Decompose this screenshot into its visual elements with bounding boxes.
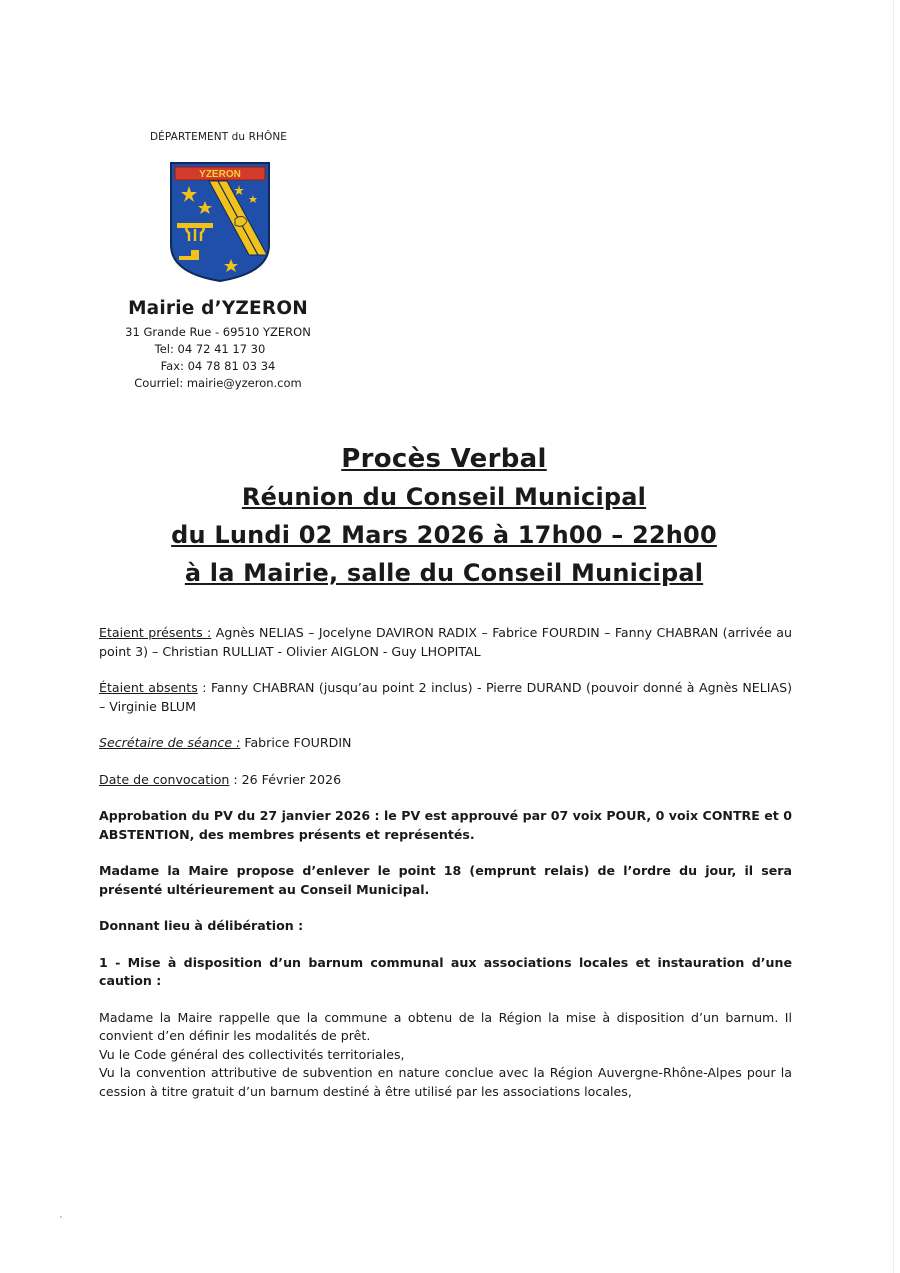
title-meeting: Réunion du Conseil Municipal [241, 483, 647, 511]
title-proces-verbal: Procès Verbal [341, 444, 547, 474]
convocation-value: : 26 Février 2026 [229, 771, 342, 787]
secretary-label: Secrétaire de séance : [99, 735, 241, 750]
convocation-label: Date de convocation [99, 771, 230, 787]
deliberation-intro: Donnant lieu à délibération : [99, 918, 304, 933]
mairie-contact-block [100, 298, 336, 392]
absent-label: Étaient absents [99, 680, 198, 695]
title-location: à la Mairie, salle du Conseil Municipal [184, 559, 704, 587]
mairie-fax: Fax: 04 78 81 03 34 [160, 359, 276, 373]
item-1-text: Madame la Maire rappelle que la commune a obtenu de la Région la mise à disposition d’un barnum. Il convient d’en définir les modalités de prêt. [99, 1009, 792, 1043]
convocation-date [99, 771, 792, 790]
absent-members [99, 679, 792, 716]
session-secretary [99, 734, 792, 753]
document-title [0, 440, 888, 592]
mairie-tel: Tel: 04 72 41 17 30 [154, 342, 266, 356]
mairie-address: 31 Grande Rue - 69510 YZERON [125, 325, 311, 339]
item-1-vu-cgct: Vu le Code général des collectivités territoriales, [99, 1046, 405, 1062]
document-body [99, 624, 792, 1101]
pv-approval: Approbation du PV du 27 janvier 2026 : le PV est approuvé par 07 voix POUR, 0 voix CONTRE et 0 ABSTENTION, des membres présents et représentés. [99, 808, 792, 842]
present-label: Etaient présents : [99, 625, 212, 640]
title-date: du Lundi 02 Mars 2026 à 17h00 – 22h00 [171, 521, 717, 549]
item-1-vu-convention: Vu la convention attributive de subvention en nature conclue avec la Région Auvergne-Rhône-Alpes pour la cession à titre gratuit d’un barnum destiné à être utilisé par les associations locales, [99, 1065, 792, 1099]
secretary-name: Fabrice FOURDIN [240, 735, 352, 750]
mairie-email: Courriel: mairie@yzeron.com [134, 376, 302, 390]
scan-speck [60, 1216, 62, 1218]
yzeron-coat-of-arms-icon [169, 161, 271, 283]
absent-list: : Fanny CHABRAN (jusqu’au point 2 inclus) - Pierre DURAND (pouvoir donné à Agnès NELIAS) – Virginie BLUM [99, 680, 792, 714]
agenda-change: Madame la Maire propose d’enlever le point 18 (emprunt relais) de l’ordre du jour, il sera présenté ultérieurement au Conseil Municipal. [99, 863, 792, 897]
crest-banner-text: YZERON [199, 169, 241, 180]
mairie-phone-line [100, 341, 336, 375]
page-edge [893, 0, 894, 1273]
present-list: Agnès NELIAS – Jocelyne DAVIRON RADIX – Fabrice FOURDIN – Fanny CHABRAN (arrivée au point 3) – Christian RULLIAT - Olivier AIGLON - Guy LHOPITAL [99, 625, 793, 659]
department-label: DÉPARTEMENT du RHÔNE [150, 131, 288, 143]
present-members [99, 624, 792, 661]
mairie-name: Mairie d’YZERON [128, 298, 308, 319]
item-1-title: 1 - Mise à disposition d’un barnum communal aux associations locales et instauration d’une caution : [99, 954, 792, 988]
